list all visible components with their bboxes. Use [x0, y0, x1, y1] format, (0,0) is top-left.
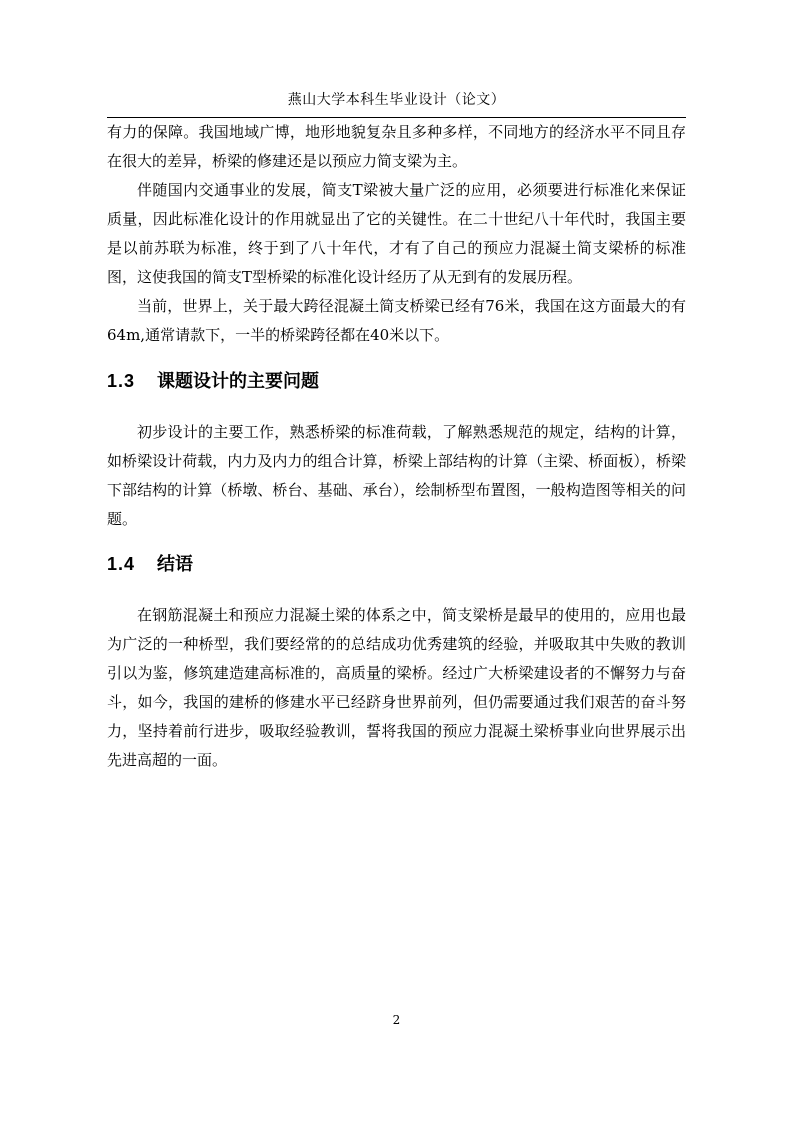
section-title: 结语	[157, 554, 193, 575]
section-title: 课题设计的主要问题	[157, 371, 319, 392]
paragraph-main-issues: 初步设计的主要工作，熟悉桥梁的标准荷载，了解熟悉规范的规定，结构的计算，如桥梁设计荷载，内力及内力的组合计算，桥梁上部结构的计算（主梁、桥面板），桥梁下部结构的计算（桥墩、桥台、基础、承台），绘制桥型布置图，一般构造图等相关的问题。	[107, 423, 686, 528]
section-number: 1.4	[107, 554, 136, 574]
paragraph-continued: 有力的保障。我国地域广博，地形地貌复杂且多种多样，不同地方的经济水平不同且存在很大的差异，桥梁的修建还是以预应力简支梁为主。	[107, 123, 686, 170]
paragraph-span-records: 当前，世界上，关于最大跨径混凝土简支桥梁已经有76米，我国在这方面最大的有64m,通常请款下，一半的桥梁跨径都在40米以下。	[107, 297, 686, 344]
section-heading-1-3	[107, 367, 686, 396]
page-body	[107, 118, 686, 775]
paragraph-conclusion: 在钢筋混凝土和预应力混凝土梁的体系之中，简支梁桥是最早的使用的，应用也最为广泛的一种桥型，我们要经常的的总结成功优秀建筑的经验，并吸取其中失败的教训引以为鉴，修筑建造建高标准的，高质量的梁桥。经过广大桥梁建设者的不懈努力与奋斗，如今，我国的建桥的修建水平已经跻身世界前列，但仍需要通过我们艰苦的奋斗努力，坚持着前行进步，吸取经验教训，誓将我国的预应力混凝土梁桥事业向世界展示出先进高超的一面。	[107, 606, 686, 769]
page-number: 2	[392, 1013, 401, 1027]
paragraph-standardization: 伴随国内交通事业的发展，简支T梁被大量广泛的应用，必须要进行标准化来保证质量，因此标准化设计的作用就显出了它的关键性。在二十世纪八十年代时，我国主要是以前苏联为标准，终于到了八十年代，才有了自己的预应力混凝土简支梁桥的标准图，这使我国的简支T型桥梁的标准化设计经历了从无到有的发展历程。	[107, 181, 686, 286]
running-header: 燕山大学本科生毕业设计（论文）	[287, 92, 506, 108]
section-number: 1.3	[107, 371, 136, 391]
section-heading-1-4	[107, 550, 686, 579]
